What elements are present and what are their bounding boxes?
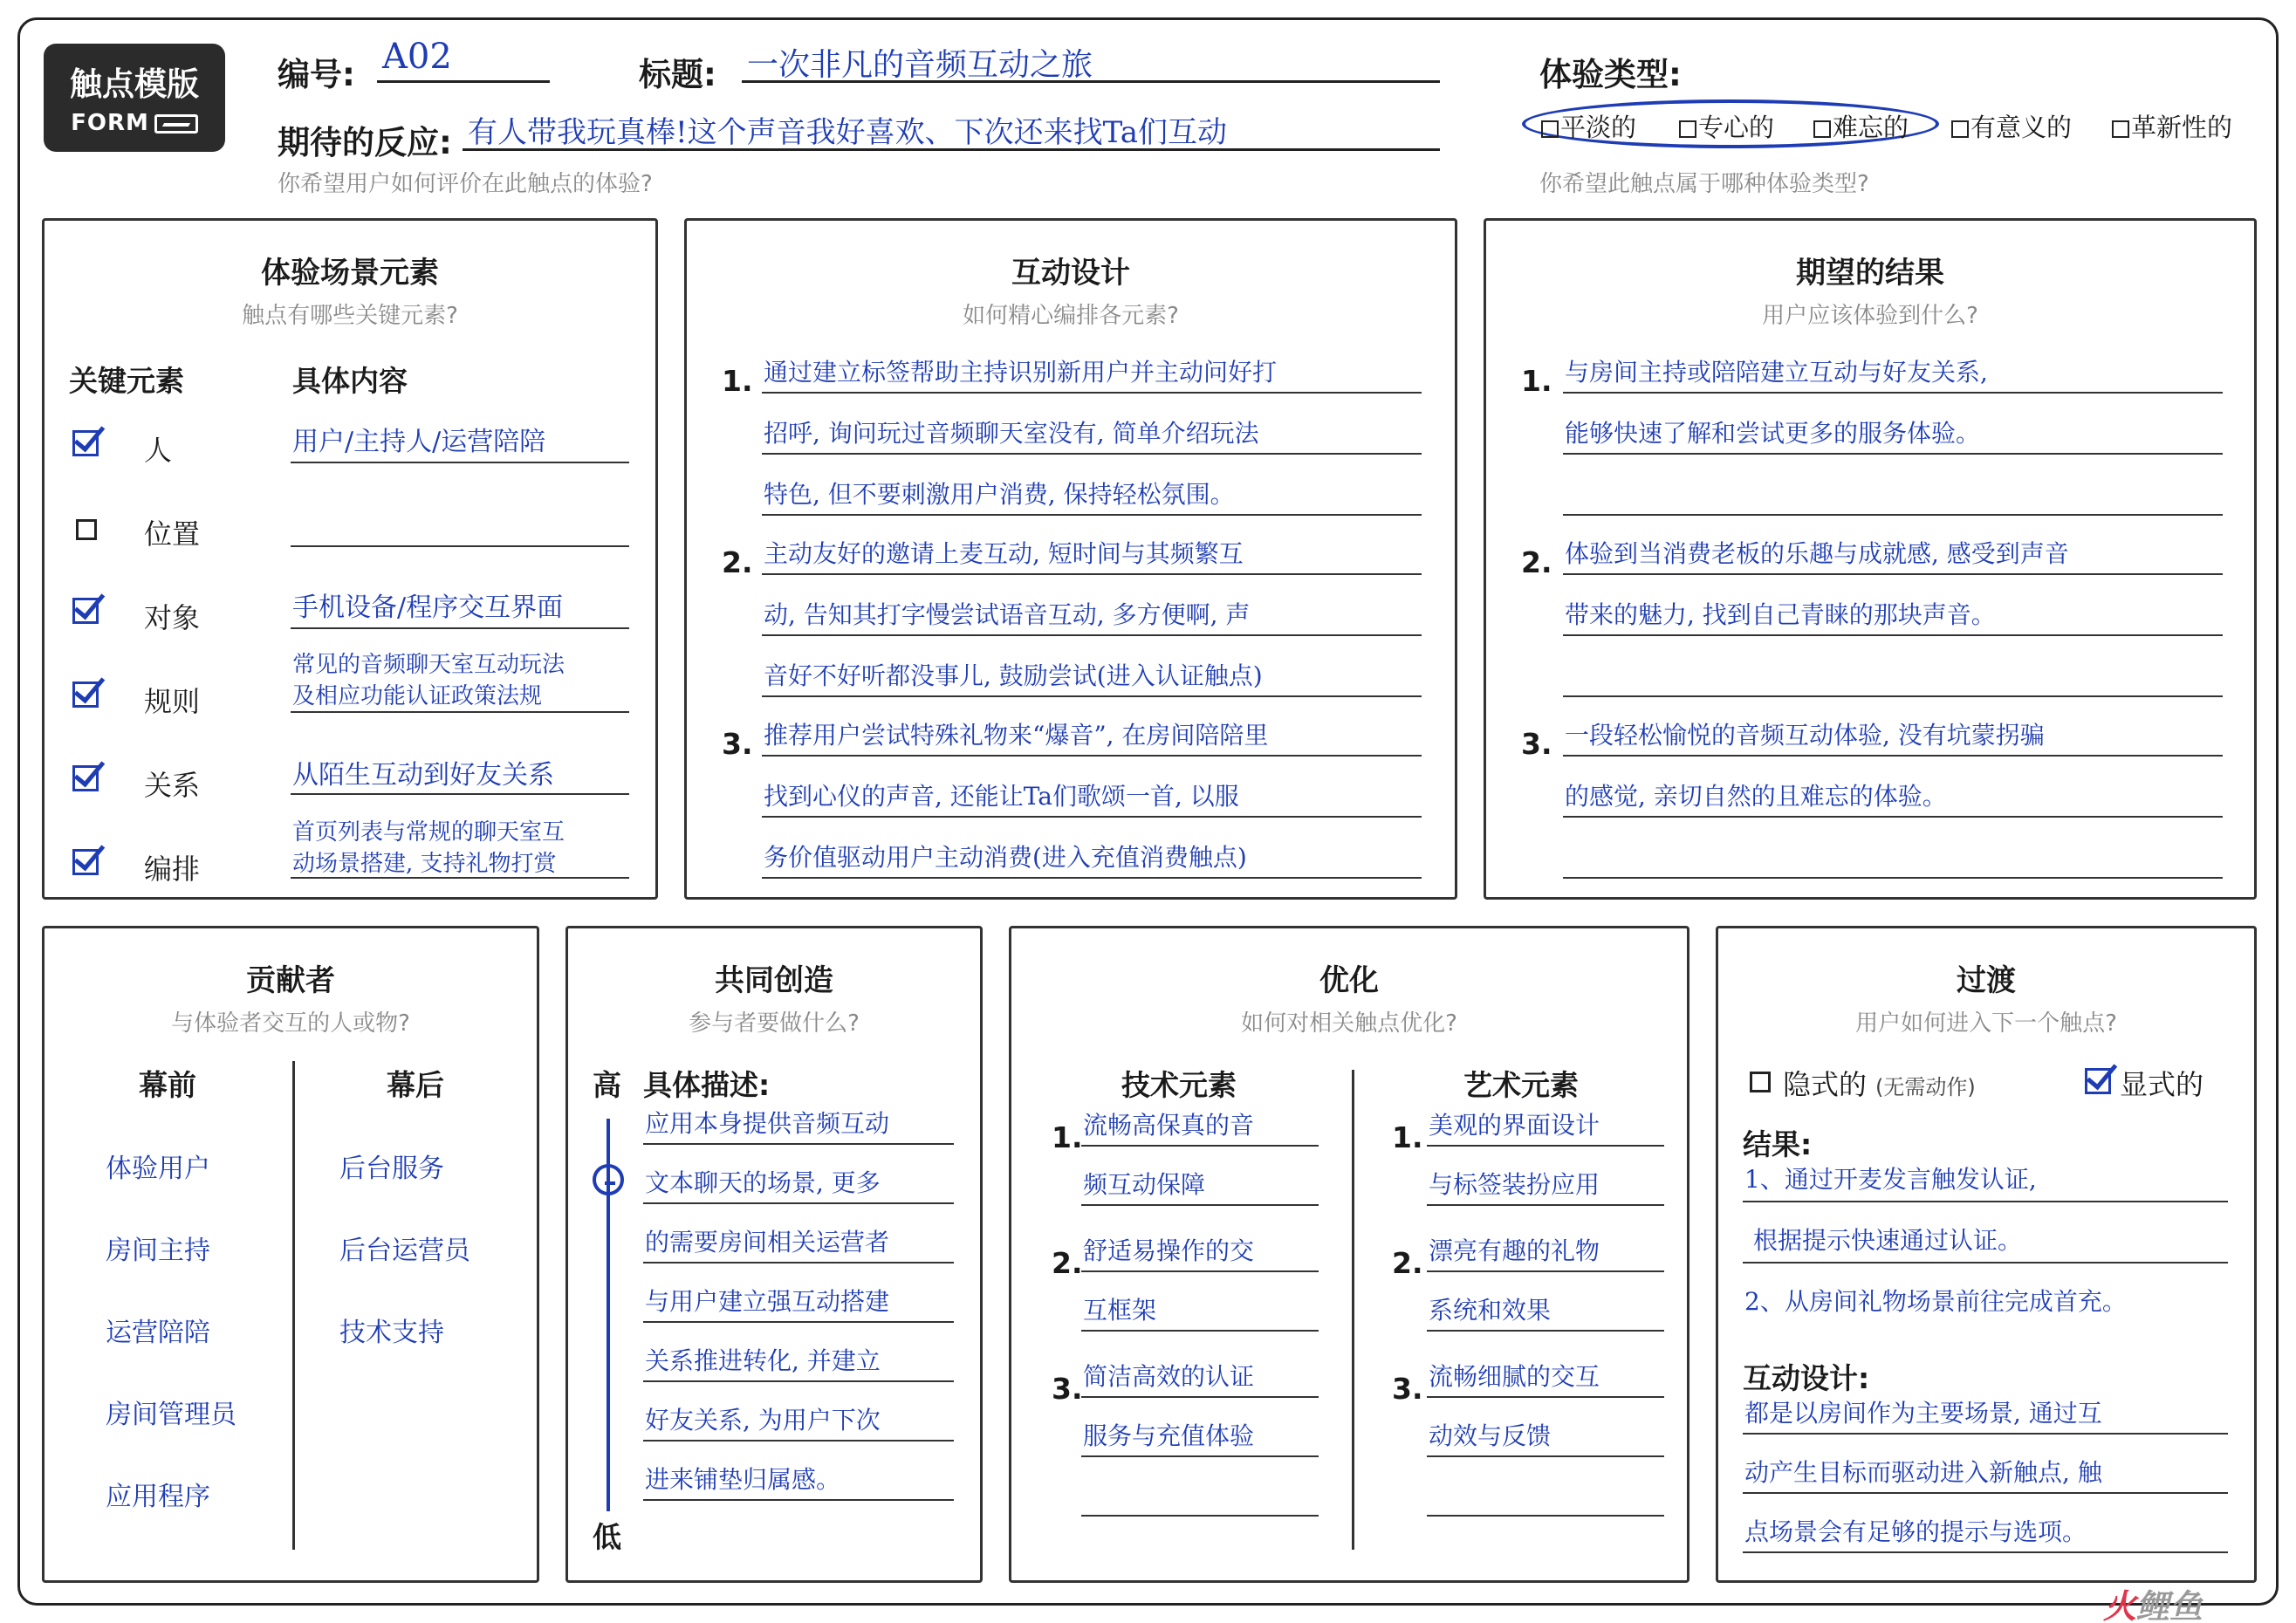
badge-form-text: FORM <box>71 110 149 136</box>
tech-rule <box>1081 1204 1319 1206</box>
scene-line <box>291 793 629 795</box>
optimize-panel <box>1009 926 1689 1583</box>
scene-val-relation: 从陌生互动到好友关系 <box>292 760 554 791</box>
contributors-panel <box>42 926 539 1583</box>
type-label: 体验类型: <box>1539 56 1682 93</box>
outcome-line <box>1563 514 2223 516</box>
cocreate-scale-knob[interactable] <box>593 1164 624 1195</box>
id-underline <box>377 80 550 83</box>
outcome-num-1: 1. <box>1521 364 1552 398</box>
cocreate-line-6: 好友关系, 为用户下次 <box>645 1406 881 1435</box>
design-rule <box>1743 1492 2228 1494</box>
tech-1-line-2: 频互动保障 <box>1083 1170 1206 1199</box>
front-item-1: 体验用户 <box>106 1154 210 1184</box>
outcome-num-3: 3. <box>1521 727 1552 761</box>
implicit-note: (无需动作) <box>1875 1075 1976 1099</box>
cocreate-high: 高 <box>593 1068 621 1102</box>
art-rule <box>1427 1204 1664 1206</box>
scene-line <box>291 877 629 879</box>
outcome-line <box>1563 877 2223 879</box>
outcome-subtitle: 用户应该体验到什么? <box>1762 303 1978 329</box>
interaction-line <box>762 634 1422 636</box>
result-line-1: 1、通过开麦发言触发认证, <box>1744 1165 2037 1194</box>
scene-line <box>291 462 629 463</box>
art-num-2: 2. <box>1392 1246 1423 1280</box>
art-rule <box>1427 1330 1664 1332</box>
type-checkbox-1 <box>1541 120 1559 138</box>
cocreate-title: 共同创造 <box>715 963 833 998</box>
optimize-divider <box>1352 1070 1354 1550</box>
tech-rule <box>1081 1270 1319 1272</box>
design-rule <box>1743 1433 2228 1435</box>
interaction-line <box>762 877 1422 879</box>
tech-rule <box>1081 1515 1319 1517</box>
scene-line <box>291 627 629 629</box>
transition-title: 过渡 <box>1957 963 2016 998</box>
interaction-line <box>762 816 1422 818</box>
scene-val-person: 用户/主持人/运营陪陪 <box>292 427 546 457</box>
cocreate-line-5: 关系推进转化, 并建立 <box>645 1346 881 1375</box>
interaction-num-1: 1. <box>722 364 753 398</box>
outcome-3-line-1: 一段轻松愉悦的音频互动体验, 没有坑蒙拐骗 <box>1565 721 2045 750</box>
interaction-num-3: 3. <box>722 727 753 761</box>
contributors-front-label: 幕前 <box>139 1068 196 1102</box>
art-num-3: 3. <box>1392 1372 1423 1406</box>
type-checkbox-4 <box>1951 120 1969 138</box>
type-option-1[interactable] <box>1541 108 1636 144</box>
tech-num-2: 2. <box>1052 1246 1083 1280</box>
type-checkbox-5 <box>2112 120 2129 138</box>
outcome-2-line-2: 带来的魅力, 找到自己青睐的那块声音。 <box>1565 600 1996 629</box>
interaction-1-line-2: 招呼, 询问玩过音频聊天室没有, 简单介绍玩法 <box>764 419 1259 448</box>
type-checkbox-2 <box>1679 120 1696 138</box>
id-label: 编号: <box>278 56 355 93</box>
optimize-tech-label: 技术元素 <box>1121 1068 1237 1102</box>
transition-subtitle: 用户如何进入下一个触点? <box>1855 1010 2117 1037</box>
interaction-3-line-1: 推荐用户尝试特殊礼物来“爆音”, 在房间陪陪里 <box>764 721 1269 750</box>
back-item-2: 后台运营员 <box>339 1236 470 1266</box>
result-line-3: 2、从房间礼物场景前往完成首充。 <box>1744 1287 2127 1316</box>
cocreate-rule <box>643 1262 954 1263</box>
scene-col-key: 关键元素 <box>69 364 184 398</box>
interaction-2-line-1: 主动友好的邀请上麦互动, 短时间与其频繁互 <box>764 539 1244 568</box>
front-item-2: 房间主持 <box>106 1236 210 1266</box>
art-1-line-2: 与标签装扮应用 <box>1429 1170 1600 1199</box>
contributors-divider <box>292 1061 295 1550</box>
front-item-4: 房间管理员 <box>106 1400 236 1430</box>
art-rule <box>1427 1515 1664 1517</box>
scene-key-person: 人 <box>144 434 173 467</box>
design-line-2: 动产生目标而驱动进入新触点, 触 <box>1744 1458 2102 1487</box>
type-option-2[interactable] <box>1679 108 1774 144</box>
interaction-line <box>762 453 1422 455</box>
cocreate-line-7: 进来铺垫归属感。 <box>645 1465 841 1494</box>
art-rule <box>1427 1145 1664 1147</box>
outcome-3-line-2: 的感觉, 亲切自然的且难忘的体验。 <box>1565 782 1947 811</box>
tech-rule <box>1081 1455 1319 1457</box>
back-item-3: 技术支持 <box>339 1318 444 1348</box>
interaction-1-line-3: 特色, 但不要刺激用户消费, 保持轻松氛围。 <box>764 480 1235 509</box>
form-icon <box>154 114 198 134</box>
design-label: 互动设计: <box>1743 1361 1870 1395</box>
scene-check-rules[interactable] <box>72 681 99 708</box>
explicit-label: 显式的 <box>2120 1068 2204 1101</box>
interaction-num-2: 2. <box>722 545 753 579</box>
outcome-1-line-1: 与房间主持或陪陪建立互动与好友关系, <box>1565 358 1988 387</box>
type-option-2-label: 专心的 <box>1698 113 1775 142</box>
cocreate-rule <box>643 1143 954 1145</box>
tech-rule <box>1081 1330 1319 1332</box>
scene-key-arrange: 编排 <box>144 853 201 886</box>
title-underline <box>742 80 1440 83</box>
form-badge <box>44 44 225 152</box>
tech-1-line-1: 流畅高保真的音 <box>1083 1111 1255 1140</box>
type-option-3[interactable] <box>1813 108 1909 144</box>
design-rule <box>1743 1551 2228 1553</box>
id-value[interactable]: A02 <box>382 37 452 77</box>
interaction-3-line-3: 务价值驱动用户主动消费(进入充值消费触点) <box>764 843 1247 872</box>
cocreate-line-2: 文本聊天的场景, 更多 <box>645 1168 881 1197</box>
scene-line <box>291 545 629 547</box>
type-option-1-label: 平淡的 <box>1560 113 1637 142</box>
interaction-3-line-2: 找到心仪的声音, 还能让Ta们歌颂一首, 以服 <box>764 782 1239 811</box>
scene-check-person[interactable] <box>72 430 99 456</box>
implicit-checkbox[interactable] <box>1750 1072 1771 1092</box>
watermark-part-1: 火 <box>2103 1587 2137 1623</box>
art-rule <box>1427 1455 1664 1457</box>
cocreate-line-1: 应用本身提供音频互动 <box>645 1109 890 1138</box>
optimize-art-label: 艺术元素 <box>1463 1068 1579 1102</box>
art-num-1: 1. <box>1392 1120 1423 1154</box>
interaction-title: 互动设计 <box>1011 256 1130 291</box>
outcome-line <box>1563 755 2223 757</box>
interaction-line <box>762 392 1422 394</box>
interaction-line <box>762 573 1422 575</box>
tech-rule <box>1081 1145 1319 1147</box>
watermark-part-2: 鲤鱼 <box>2136 1587 2203 1623</box>
outcome-line <box>1563 392 2223 394</box>
transition-panel <box>1716 926 2257 1583</box>
outcome-2-line-1: 体验到当消费老板的乐趣与成就感, 感受到声音 <box>1565 539 2069 568</box>
cocreate-rule <box>643 1380 954 1382</box>
cocreate-subtitle: 参与者要做什么? <box>689 1010 860 1037</box>
title-value[interactable]: 一次非凡的音频互动之旅 <box>747 47 1093 83</box>
contributors-title: 贡献者 <box>246 963 335 998</box>
scene-title: 体验场景元素 <box>261 256 439 291</box>
art-2-line-2: 系统和效果 <box>1429 1296 1552 1325</box>
type-option-4[interactable] <box>1951 108 2072 144</box>
cocreate-desc-label: 具体描述: <box>643 1068 771 1102</box>
interaction-2-line-2: 动, 告知其打字慢尝试语音互动, 多方便啊, 声 <box>764 600 1251 629</box>
outcome-panel <box>1484 218 2257 900</box>
interaction-line <box>762 514 1422 516</box>
art-1-line-1: 美观的界面设计 <box>1429 1111 1600 1140</box>
scene-val-rules-1: 常见的音频聊天室互动玩法 <box>292 652 565 678</box>
outcome-line <box>1563 573 2223 575</box>
optimize-title: 优化 <box>1319 963 1379 998</box>
scene-val-rules-2: 及相应功能认证政策法规 <box>292 683 543 709</box>
tech-3-line-2: 服务与充值体验 <box>1083 1421 1255 1450</box>
scene-check-arrange[interactable] <box>72 849 99 875</box>
badge-title: 触点模版 <box>70 65 199 103</box>
result-label: 结果: <box>1743 1127 1813 1161</box>
cocreate-line-4: 与用户建立强互动搭建 <box>645 1287 890 1316</box>
tech-2-line-1: 舒适易操作的交 <box>1083 1236 1255 1265</box>
reaction-underline <box>463 148 1440 151</box>
result-rule <box>1743 1201 2228 1202</box>
cocreate-line-3: 的需要房间相关运营者 <box>645 1228 890 1257</box>
front-item-3: 运营陪陪 <box>106 1318 210 1348</box>
result-line-2: 根据提示快速通过认证。 <box>1753 1226 2023 1255</box>
scene-key-rules: 规则 <box>144 685 201 718</box>
outcome-1-line-2: 能够快速了解和尝试更多的服务体验。 <box>1565 419 1981 448</box>
cocreate-rule <box>643 1202 954 1204</box>
scene-panel <box>42 218 658 900</box>
outcome-line <box>1563 453 2223 455</box>
badge-sub <box>44 110 225 136</box>
tech-2-line-2: 互框架 <box>1083 1296 1157 1325</box>
title-label: 标题: <box>639 56 716 93</box>
tech-rule <box>1081 1396 1319 1398</box>
optimize-subtitle: 如何对相关触点优化? <box>1241 1010 1457 1037</box>
interaction-2-line-3: 音好不好听都没事儿, 鼓励尝试(进入认证触点) <box>764 661 1263 690</box>
interaction-subtitle: 如何精心编排各元素? <box>963 303 1179 329</box>
watermark-logo <box>2103 1579 2203 1623</box>
art-3-line-2: 动效与反馈 <box>1429 1421 1552 1450</box>
scene-line <box>291 711 629 713</box>
scene-subtitle: 触点有哪些关键元素? <box>242 303 458 329</box>
outcome-line <box>1563 816 2223 818</box>
type-option-3-label: 难忘的 <box>1833 113 1909 142</box>
reaction-label: 期待的反应: <box>278 124 452 161</box>
reaction-hint: 你希望用户如何评价在此触点的体验? <box>278 171 653 197</box>
outcome-title: 期望的结果 <box>1796 256 1944 291</box>
implicit-label: 隐式的 <box>1783 1068 1868 1101</box>
interaction-panel <box>684 218 1457 900</box>
interaction-line <box>762 695 1422 697</box>
type-option-5[interactable] <box>2112 108 2232 144</box>
outcome-line <box>1563 634 2223 636</box>
scene-val-object: 手机设备/程序交互界面 <box>292 592 564 623</box>
scene-val-arrange-2: 动场景搭建, 支持礼物打赏 <box>292 851 557 877</box>
front-item-5: 应用程序 <box>106 1482 210 1512</box>
scene-check-object[interactable] <box>72 598 99 624</box>
type-option-5-label: 革新性的 <box>2131 113 2233 142</box>
art-3-line-1: 流畅细腻的交互 <box>1429 1362 1600 1391</box>
art-rule <box>1427 1270 1664 1272</box>
result-rule <box>1743 1262 2228 1263</box>
outcome-num-2: 2. <box>1521 545 1552 579</box>
interaction-line <box>762 755 1422 757</box>
art-2-line-1: 漂亮有趣的礼物 <box>1429 1236 1600 1265</box>
cocreate-rule <box>643 1440 954 1442</box>
outcome-line <box>1563 695 2223 697</box>
cocreate-rule <box>643 1321 954 1323</box>
scene-key-location: 位置 <box>144 517 201 551</box>
back-item-1: 后台服务 <box>339 1154 444 1184</box>
art-rule <box>1427 1396 1664 1398</box>
interaction-1-line-1: 通过建立标签帮助主持识别新用户并主动问好打 <box>764 358 1278 387</box>
type-checkbox-3 <box>1813 120 1831 138</box>
type-hint: 你希望此触点属于哪种体验类型? <box>1539 171 1869 197</box>
scene-key-relation: 关系 <box>144 769 201 802</box>
design-line-1: 都是以房间作为主要场景, 通过互 <box>1744 1399 2102 1428</box>
scene-col-content: 具体内容 <box>292 364 408 398</box>
contributors-subtitle: 与体验者交互的人或物? <box>171 1010 410 1037</box>
scene-key-object: 对象 <box>144 601 201 634</box>
scene-check-location[interactable] <box>76 519 97 540</box>
contributors-back-label: 幕后 <box>387 1068 444 1102</box>
tech-3-line-1: 简洁高效的认证 <box>1083 1362 1255 1391</box>
scene-val-arrange-1: 首页列表与常规的聊天室互 <box>292 819 565 846</box>
design-line-3: 点场景会有足够的提示与选项。 <box>1744 1517 2087 1546</box>
cocreate-low: 低 <box>593 1520 621 1554</box>
scene-check-relation[interactable] <box>72 765 99 791</box>
explicit-checkbox[interactable] <box>2085 1068 2111 1094</box>
tech-num-3: 3. <box>1052 1372 1083 1406</box>
reaction-value[interactable]: 有人带我玩真棒!这个声音我好喜欢、下次还来找Ta们互动 <box>468 115 1227 150</box>
cocreate-rule <box>643 1499 954 1501</box>
type-option-4-label: 有意义的 <box>1970 113 2073 142</box>
cocreate-panel <box>565 926 983 1583</box>
tech-num-1: 1. <box>1052 1120 1083 1154</box>
